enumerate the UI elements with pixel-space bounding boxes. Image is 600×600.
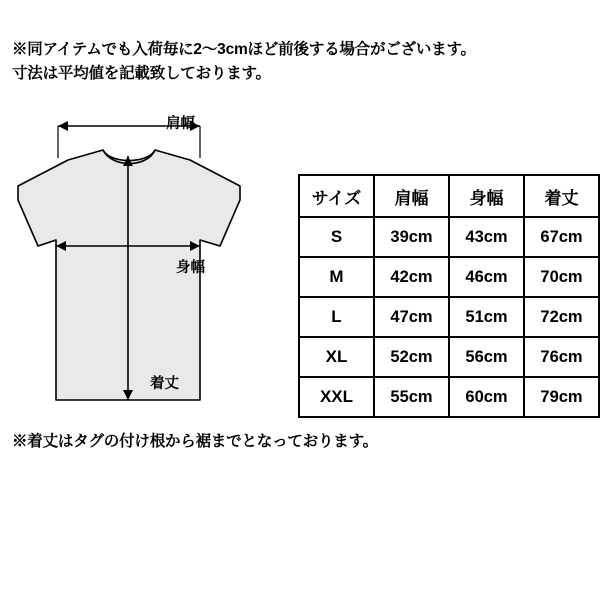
cell-chest: 60cm bbox=[449, 377, 524, 417]
table-row bbox=[299, 337, 599, 377]
tshirt-shape bbox=[18, 150, 240, 400]
cell-shoulder: 47cm bbox=[374, 297, 449, 337]
header-size: サイズ bbox=[299, 175, 374, 217]
cell-chest: 46cm bbox=[449, 257, 524, 297]
cell-length: 76cm bbox=[524, 337, 599, 377]
cell-size: L bbox=[299, 297, 374, 337]
cell-size: S bbox=[299, 217, 374, 257]
header-chest: 身幅 bbox=[449, 175, 524, 217]
table-row bbox=[299, 257, 599, 297]
header-shoulder: 肩幅 bbox=[374, 175, 449, 217]
shoulder-label: 肩幅 bbox=[166, 116, 195, 132]
table-header-row bbox=[299, 175, 599, 217]
table-row bbox=[299, 297, 599, 337]
tshirt-illustration bbox=[8, 108, 288, 418]
cell-shoulder: 52cm bbox=[374, 337, 449, 377]
top-note-line-1: ※同アイテムでも入荷毎に2～3cmほど前後する場合がございます。 bbox=[12, 41, 476, 58]
cell-chest: 43cm bbox=[449, 217, 524, 257]
tshirt-diagram bbox=[8, 108, 288, 418]
cell-length: 79cm bbox=[524, 377, 599, 417]
cell-length: 67cm bbox=[524, 217, 599, 257]
cell-size: XL bbox=[299, 337, 374, 377]
top-note-line-2: 寸法は平均値を記載致しております。 bbox=[12, 65, 271, 83]
cell-chest: 56cm bbox=[449, 337, 524, 377]
cell-shoulder: 39cm bbox=[374, 217, 449, 257]
chest-label: 身幅 bbox=[176, 260, 205, 276]
bottom-note: ※着丈はタグの付け根から裾までとなっております。 bbox=[12, 433, 378, 450]
cell-chest: 51cm bbox=[449, 297, 524, 337]
cell-shoulder: 42cm bbox=[374, 257, 449, 297]
size-table bbox=[298, 174, 600, 418]
cell-length: 72cm bbox=[524, 297, 599, 337]
cell-size: M bbox=[299, 257, 374, 297]
table-row bbox=[299, 377, 599, 417]
table-row bbox=[299, 217, 599, 257]
cell-length: 70cm bbox=[524, 257, 599, 297]
cell-size: XXL bbox=[299, 377, 374, 417]
length-label: 着丈 bbox=[150, 376, 179, 392]
cell-shoulder: 55cm bbox=[374, 377, 449, 417]
header-length: 着丈 bbox=[524, 175, 599, 217]
top-note bbox=[12, 38, 592, 86]
